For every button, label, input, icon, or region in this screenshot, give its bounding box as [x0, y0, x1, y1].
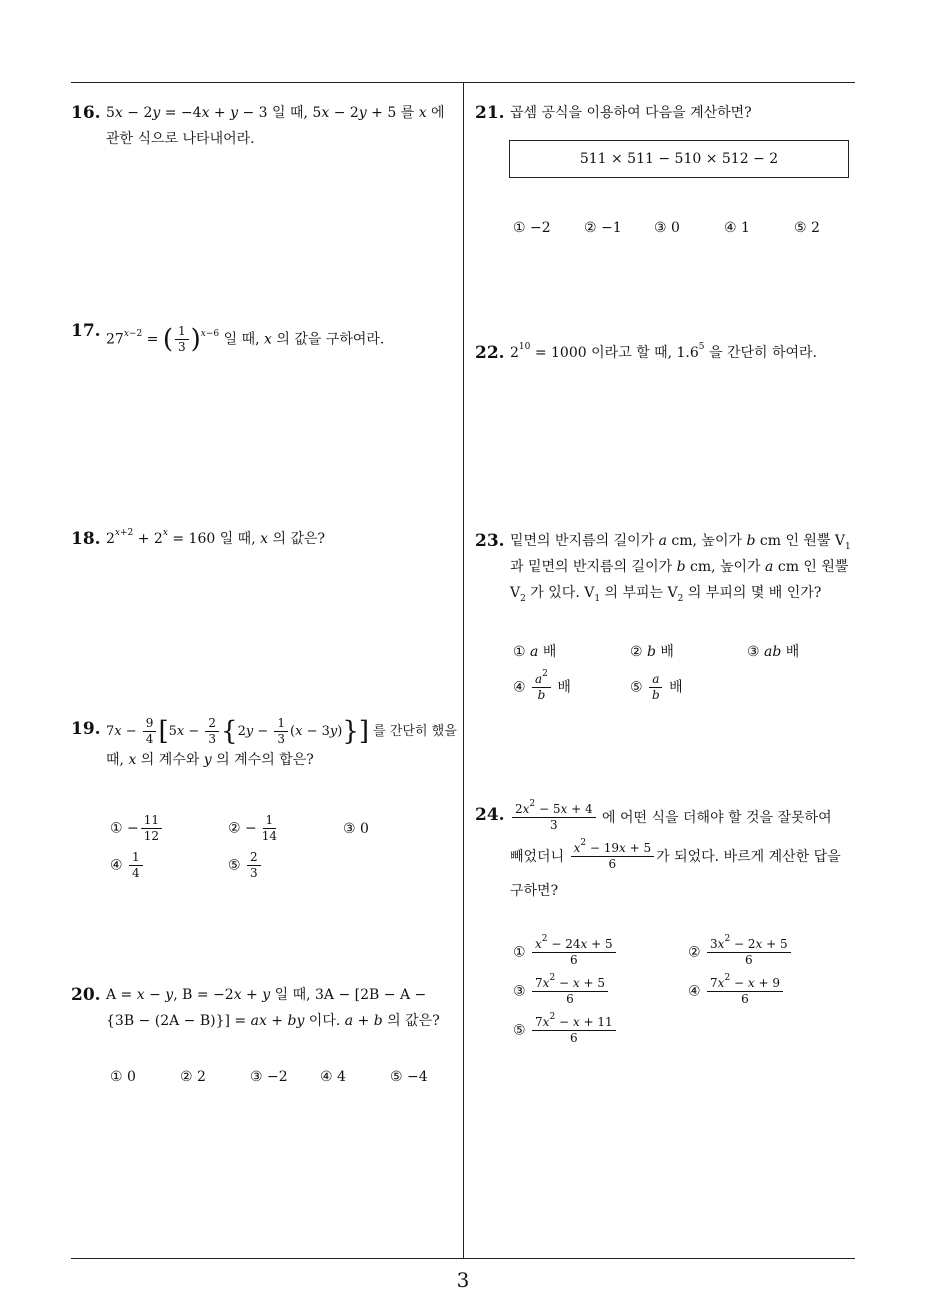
question-number: 20.	[71, 985, 101, 1005]
choice-1[interactable]: ① − $\frac{11}{12}$	[110, 813, 164, 844]
choice-3[interactable]: ③ 0	[654, 220, 680, 236]
question-expression: 7x − $\frac{9}{4}$ [5x − $\frac{2}{3}$ {2y − $\frac{1}{3}$ (x − 3y)}] 를 간단히 했을	[106, 716, 457, 747]
choice-1[interactable]: ① $\frac{x^2 - 24x + 5}{6}$	[513, 937, 618, 968]
choice-5[interactable]: ⑤ −4	[390, 1069, 428, 1085]
page-number: 3	[456, 1268, 470, 1292]
choice-5[interactable]: ⑤ $\frac{7x^2 - x + 11}{6}$	[513, 1015, 618, 1046]
column-divider	[463, 82, 464, 1258]
choice-4[interactable]: ④ $\frac{7x^2 - x + 9}{6}$	[688, 976, 785, 1007]
choice-4[interactable]: ④ 1	[724, 220, 750, 236]
question-text-tail: 를 간단히 했을	[373, 724, 457, 739]
question-22	[475, 340, 855, 366]
question-text-line1: A = x − y, B = −2x + y 일 때, 3A − [2B − A −	[106, 987, 427, 1003]
question-number: 22.	[475, 343, 505, 363]
question-text-line2: 과 밑면의 반지름의 길이가 b cm, 높이가 a cm 인 원뿔	[510, 559, 849, 575]
choice-5[interactable]: ⑤ $\frac{2}{3}$	[228, 850, 263, 881]
question-number: 17.	[71, 321, 101, 341]
question-text-line2: 빼었더니 $\frac{x^2 - 19x + 5}{6}$ 가 되었다. 바르게 계산한 답을	[510, 838, 841, 871]
choice-3[interactable]: ③ ab 배	[747, 644, 800, 660]
question-19	[71, 716, 456, 773]
choice-1[interactable]: ① 0	[110, 1069, 136, 1085]
choice-4[interactable]: ④ 4	[320, 1069, 346, 1085]
choice-4[interactable]: ④ $\frac{a^2}{b}$ 배	[513, 669, 571, 702]
choice-2[interactable]: ② − $\frac{1}{14}$	[228, 813, 278, 843]
choice-5[interactable]: ⑤ $\frac{a}{b}$ 배	[630, 672, 683, 702]
question-text-line2: 때, x 의 계수와 y 의 계수의 합은?	[106, 752, 314, 768]
question-text: $2^{x+2} + 2^x = 160$ 일 때, x 의 값은?	[106, 528, 325, 547]
choice-1[interactable]: ① −2	[513, 220, 551, 236]
question-text-line2: 관한 식으로 나타내어라.	[106, 131, 255, 147]
choice-3[interactable]: ③ $\frac{7x^2 - x + 5}{6}$	[513, 976, 610, 1007]
choice-3[interactable]: ③ −2	[250, 1069, 288, 1085]
question-18	[71, 526, 456, 552]
question-text-line1: 5x − 2y = −4x + y − 3 일 때, 5x − 2y + 5 를 x 에	[106, 105, 445, 121]
question-number: 23.	[475, 531, 505, 551]
choice-4[interactable]: ④ $\frac{1}{4}$	[110, 850, 145, 881]
question-text-line3: $V_2$ 가 있다. $V_1$ 의 부피는 $V_2$ 의 부피의 몇 배 인가?	[510, 585, 822, 604]
choice-2[interactable]: ② −1	[584, 220, 622, 236]
choice-2[interactable]: ② 2	[180, 1069, 206, 1085]
question-text-line2: {3B − (2A − B)}] = ax + by 이다. a + b 의 값은?	[106, 1013, 440, 1029]
question-text: 곱셈 공식을 이용하여 다음을 계산하면?	[510, 105, 752, 121]
choice-1[interactable]: ① a 배	[513, 644, 557, 660]
question-21	[475, 100, 855, 126]
question-text-line1: 밑면의 반지름의 길이가 a cm, 높이가 b cm 인 원뿔 $V_1$	[510, 533, 851, 552]
question-number: 19.	[71, 719, 101, 739]
choice-2[interactable]: ② $\frac{3x^2 - 2x + 5}{6}$	[688, 937, 793, 968]
question-text-line3: 구하면?	[510, 883, 559, 899]
question-text-line1: $\frac{2x^2 - 5x + 4}{3}$ 에 어떤 식을 더해야 할 것을 잘못하여	[510, 810, 832, 826]
question-text: $27^{x-2}$ = ( $\frac{1}{3}$ )$^{x-6}$ 일 때, x 의 값을 구하여라.	[106, 324, 385, 355]
question-number: 18.	[71, 529, 101, 549]
choice-3[interactable]: ③ 0	[343, 821, 369, 837]
question-number: 21.	[475, 103, 505, 123]
expression-box: 511 × 511 − 510 × 512 − 2	[509, 140, 849, 178]
question-text: $2^{10} = 1000$ 이라고 할 때, $1.6^5$ 을 간단히 하여라.	[510, 342, 817, 361]
question-number: 16.	[71, 103, 101, 123]
question-17	[71, 318, 456, 355]
question-number: 24.	[475, 805, 505, 825]
choice-2[interactable]: ② b 배	[630, 644, 674, 660]
choice-5[interactable]: ⑤ 2	[794, 220, 820, 236]
question-16	[71, 100, 456, 152]
question-23	[475, 528, 855, 606]
question-20	[71, 982, 456, 1034]
bottom-rule	[71, 1258, 855, 1259]
question-24	[475, 799, 860, 904]
